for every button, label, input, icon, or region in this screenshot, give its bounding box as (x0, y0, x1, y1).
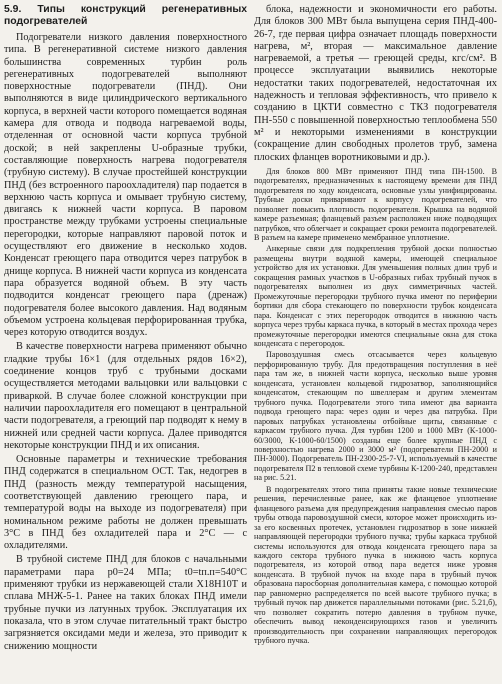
paragraph-main-parameters: Основные параметры и технические требования ПНД содержатся в специальном ОСТ. Так, недогрев в ПНД (разность между температурой насыщения, соответствующей давлению греющего пара, и температурой воды на выходе из подогревателя) при номинальном режиме работы не должен превышать 3°С в ПНД без охладителей пара и 2°С — с охладителями. (4, 454, 247, 552)
paragraph-lnd-heaters: Подогреватели низкого давления поверхностного типа. В регенеративной системе низкого давления большинства современных турбин роль регенеративных подогревателей выполняют поверхностные подогреватели (ПНД). Они выполняются в виде цилиндрического вертикального корпуса, в верхней части которого помещается водяная камера для отвода и подвода нагреваемой воды, отделенная от основной части корпуса трубной доской; в ней закреплены U-образные трубки, составляющие поверхность нагрева подогревателя (трубную систему). В случае простейшей конструкции ПНД (без встроенного пароохладителя) пар подается в верхнюю часть корпуса и омывает трубную систему, двигаясь к нижней части корпуса. В паровом пространстве между трубками устроены специальные перегородки, которые направляют паровой поток и осуществляют его движение в несколько ходов. Конденсат греющего пара отводится через патрубок в днище корпуса. В нижней части корпуса из конденсата пара образуется водяной объем. В эту часть подводится конденсат греющего пара (дренаж) подогревателя более высокого давления. Над водяным объемом устроена кольцевая перфорированная трубка, через которую отводится воздух. (4, 32, 247, 339)
paragraph-pnd-400-series: блока, надежности и экономичности его работы. Для блоков 300 МВт была выпущена серия ПНД-400-26-7, где первая цифра означает площадь поверхности нагрева, м², вторая — максимальное давление нагреваемой, а третья — греющей среды, кгс/см². В процессе эксплуатации выявились некоторые недостатки таких подогревателей, недостаточная их надежность и тепловая эффективность, что привело к созданию в ЦКТИ совместно с ТКЗ подогревателя ПН-550 с повышенной поверхностью теплообмена 550 м² и некоторыми изменениями в конструкции (сокращение длин свободных пролетов труб, замена плоских фланцев воротниковыми и др.). (254, 4, 497, 163)
section-heading: 5.9. Типы конструкций регенеративных подогревателей (4, 4, 247, 27)
paragraph-pn-1500: Для блоков 800 МВт применяют ПНД типа ПН-1500. В подогревателях, предназначенных к настоящему времени для ПНД подогревателя по ходу конденсата, основные узлы унифицированы. Трубные доски приваривают к корпусу подогревателей, что позволяет повысить плотность подогревателя. Крышка на водяной камере разъемная; фланцевый разъем расположен ниже подводящих патрубков, что облегчает и сокращает сроки ремонта подогревателей. В разъем на камере применено мембранное уплотнение. (254, 166, 497, 243)
paragraph-anchor-ties: Анкерные связи для подкрепления трубной доски полностью размещены внутри водяной камеры, имеющей специальное устройство для их установки. Для уменьшения полных длин труб и сокращения рамных участков в U-образных гибах трубный пучок в подогревателях выполнен из двух симметричных частей. Промежуточные перегородки трубного пучка имеют по периферии бортики для сбора стекающего по поверхности трубок конденсата пара. Конденсат с этих перегородок отводится в нижнюю часть корпуса через трубы каркаса пучка, в который в местах прохода через промежуточные перегородки имеются специальные окна для стока конденсата с перегородок. (254, 244, 497, 349)
paragraph-new-solutions: В подогревателях этого типа приняты такие новые технические решения, перечисленные ранее, как же фланцевое уплотнение фланцевого разъема для предупреждения направления смесью паров трубы отвода паровоздушной смеси, которое может происходить из-за его косвенных протечек, установлен гидрозатвор в зоне нижней направляющей перегородки трубного пучка; трубы каркаса трубной системы используются для отвода конденсата греющего пара за каждого сектора трубного пучка в нижнюю часть корпуса подогревателя, из которой отвод пара ведется ниже уровня конденсата. В трубной пучок на входе пара в трубный пучок образована паросборная дополнительная камера, с помощью которой пар равномерно распределяется по всей высоте трубного пучка; в трубный пучок пар движется параллельными потоками (рис. 5.21,б), что позволяет сократить потерю давления в трубном пучке, обеспечить вывод неконденсирующихся газов и увеличить производительность при сохранении направляющих перегородок трубного пучка. (254, 484, 497, 646)
left-column (4, 4, 247, 682)
paragraph-tube-materials: В трубной системе ПНД для блоков с начальными параметрами пара p0=24 МПа; t0=tп.п=540°С применяют трубки из нержавеющей стали Х18Н10Т и сплава МНЖ-5-1. Ранее на таких блоках ПНД имели трубные пучки из латунных трубок. Эксплуатация их показала, что в этом случае питательный тракт быстро загрязняется оксидами меди и железа, это приводит к снижению мощности (4, 554, 247, 652)
right-column (254, 4, 497, 682)
paragraph-steam-air-mixture: Паровоздушная смесь отсасывается через кольцевую перфорированную трубу. Для предотвращения поступления в неё пара там же, в нижней части корпуса, несколько выше уровня конденсата, установлен кольцевой гидрозатвор, заполняющийся конденсатом, стекающим по швеллерам и другим элементам трубного пучка. Подогреватели этого типа имеют два варианта подвода греющего пара: через один и через два патрубка. При паровых патрубках установлены отбойные щиты, связанные с каркасом трубного пучка. Для турбин 1200 и 1000 МВт (К-1000-60/3000, К-1000-60/1500) созданы еще более крупные ПНД с поверхностью нагрева 2000 и 3000 м² (подогреватели ПН-2000 и ПН-3000). Подогреватель ПН-2300-25-7-VI, используемый в качестве подогревателя П2 в тепловой схеме турбины К-1200-240, представлен на рис. 5.21. (254, 350, 497, 483)
paragraph-heating-surface: В качестве поверхности нагрева применяют обычно гладкие трубы 16×1 (для отдельных рядов 16×2), соединение концов труб с трубными досками осуществляется методами вальцовки или вальцовки с приваркой. В случае более сложной конструкции при наличии пароохладителя его помещают в центральной части подогревателя, а греющий пар подводят к нему в нижней или средней части корпуса. Далее приводятся некоторые конструкции ПНД и их описания. (4, 341, 247, 451)
